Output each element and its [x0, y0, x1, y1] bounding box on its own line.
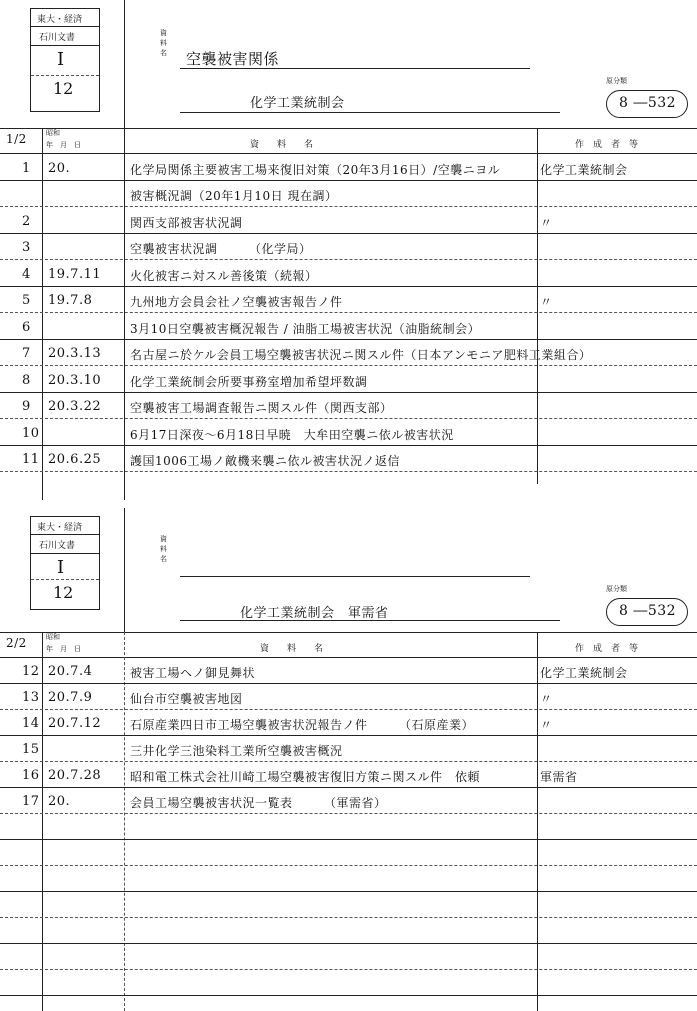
table-row [0, 392, 697, 419]
archive-stamp [30, 516, 100, 610]
row-date: 20.3.22 [48, 399, 102, 414]
header-author: 作 成 者 等 [575, 644, 639, 654]
row-number: 8 [22, 372, 31, 388]
row-material-name: 空襲被害工場調査報告ニ関スル件（関西支部） [130, 401, 393, 415]
row-number: 15 [22, 742, 40, 757]
classnum-oval [606, 598, 688, 626]
row-date: 20.6.25 [48, 452, 102, 467]
table-row [0, 445, 697, 472]
material-name-label: 資料名 [160, 535, 167, 563]
row-date: 20.7.4 [48, 664, 93, 679]
stamp-org: 東大・経済 [37, 15, 83, 25]
table-row [0, 312, 697, 339]
collection-org: 化学工業統制会 軍需省 [240, 606, 389, 621]
row-material-name: 空襲被害状況調 （化学局） [130, 242, 312, 256]
header-era: 昭和 [46, 129, 60, 137]
table-row [0, 683, 697, 709]
row-material-name: 6月17日深夜～6月18日早暁 大牟田空襲ニ依ル被害状況 [130, 427, 454, 442]
row-number: 9 [22, 399, 31, 414]
row-material-name: 昭和電工株式会社川崎工場空襲被害復旧方策ニ関スル件 依頼 [130, 770, 481, 784]
row-date: 19.7.8 [48, 293, 93, 308]
table-row [0, 813, 697, 839]
row-number: 13 [22, 690, 40, 705]
row-author: 〃 [540, 718, 553, 732]
row-date: 19.7.11 [48, 266, 102, 282]
table-row [0, 339, 697, 366]
stamp-name: 石川文書 [39, 33, 76, 43]
header-date: 年 月 日 [46, 141, 81, 149]
row-number: 11 [22, 452, 40, 467]
row-rule [0, 995, 697, 996]
row-material-name: 被害概況調（20年1月10日 現在調） [130, 189, 338, 203]
material-name-label: 資料名 [160, 29, 167, 57]
table-row [0, 943, 697, 969]
row-number: 4 [22, 266, 31, 282]
row-material-name: 化学工業統制会所要事務室増加希望坪数調 [130, 374, 368, 389]
row-rule [0, 471, 697, 472]
row-material-name: 関西支部被害状況調 [130, 215, 243, 230]
classnum: 8 ―532 [619, 603, 677, 619]
row-material-name: 石原産業四日市工場空襲被害状況報告ノ件 （石原産業） [130, 718, 475, 732]
stamp-number: 12 [53, 79, 74, 98]
row-material-name: 火化被害ニ対スル善後策（続報） [130, 268, 318, 283]
row-date: 20. [48, 794, 71, 809]
row-date: 20.7.9 [48, 690, 93, 705]
row-date: 20.3.10 [48, 372, 102, 388]
row-number: 10 [22, 425, 40, 441]
table-row [0, 865, 697, 891]
table-row [0, 365, 697, 392]
table-row [0, 917, 697, 943]
table-row [0, 153, 697, 180]
stamp-org: 東大・経済 [37, 523, 83, 533]
row-material-name: 護国1006工場ノ敵機来襲ニ依ル被害状況ノ返信 [130, 454, 401, 468]
table-row [0, 969, 697, 995]
header-material-name: 資 料 名 [250, 140, 314, 150]
row-material-name: 三井化学三池染料工業所空襲被害概況 [130, 744, 343, 758]
stamp-volume: I [57, 49, 65, 70]
table-row [0, 709, 697, 735]
row-author: 軍需省 [540, 770, 578, 784]
page-indicator: 1/2 [6, 132, 27, 146]
header-author: 作 成 者 等 [575, 140, 639, 150]
classnum-label: 原分類 [606, 77, 627, 85]
page-indicator: 2/2 [6, 636, 27, 650]
stamp-number: 12 [53, 583, 74, 602]
row-material-name: 会員工場空襲被害状況一覧表 （軍需省） [130, 796, 387, 810]
table-row [0, 418, 697, 445]
collection-org: 化学工業統制会 [250, 96, 345, 111]
table-row [0, 787, 697, 813]
header-material-name: 資 料 名 [260, 644, 324, 654]
row-number: 7 [22, 346, 31, 361]
row-number: 14 [22, 716, 40, 731]
row-number: 6 [22, 319, 31, 335]
row-number: 12 [22, 664, 40, 679]
table-row [0, 286, 697, 313]
table-row [0, 657, 697, 683]
row-author: 〃 [540, 692, 553, 706]
row-date: 20.7.28 [48, 768, 102, 783]
table-row [0, 761, 697, 787]
row-number: 17 [22, 794, 40, 809]
row-author: 化学工業統制会 [540, 666, 628, 680]
stamp-volume: I [57, 557, 65, 578]
row-number: 16 [22, 768, 40, 783]
row-author: 化学工業統制会 [540, 162, 628, 177]
row-material-name: 仙台市空襲被害地図 [130, 692, 243, 706]
table-row [0, 735, 697, 761]
row-number: 3 [22, 240, 31, 255]
header-date: 年 月 日 [46, 645, 81, 653]
classnum-label: 原分類 [606, 585, 627, 593]
classnum: 8 ―532 [619, 95, 677, 111]
row-material-name: 被害工場ヘノ御見舞状 [130, 666, 256, 680]
header-era: 昭和 [46, 633, 60, 641]
row-number: 5 [22, 293, 31, 308]
row-author: 〃 [540, 295, 553, 309]
table-row [0, 839, 697, 865]
row-date: 20.7.12 [48, 716, 102, 731]
table-row [0, 233, 697, 260]
row-material-name: 化学局関係主要被害工場来復旧対策（20年3月16日）/空襲ニヨル [130, 162, 501, 177]
row-number: 2 [22, 213, 31, 229]
archive-stamp [30, 8, 100, 112]
table-row [0, 206, 697, 233]
row-material-name: 3月10日空襲被害概況報告 / 油脂工場被害状況（油脂統制会） [130, 321, 481, 336]
row-date: 20. [48, 160, 71, 176]
stamp-name: 石川文書 [39, 541, 76, 551]
table-row [0, 891, 697, 917]
collection-title: 空襲被害関係 [186, 50, 280, 68]
table-row [0, 259, 697, 286]
row-date: 20.3.13 [48, 346, 102, 361]
row-material-name: 九州地方会員会社ノ空襲被害報告ノ件 [130, 295, 343, 309]
classnum-oval [606, 90, 688, 118]
table-row [0, 180, 697, 207]
row-author: 〃 [540, 215, 553, 230]
row-material-name: 名古屋ニ於ケル会員工場空襲被害状況ニ関スル件（日本アンモニア肥料工業組合） [130, 348, 592, 362]
row-number: 1 [22, 160, 31, 176]
